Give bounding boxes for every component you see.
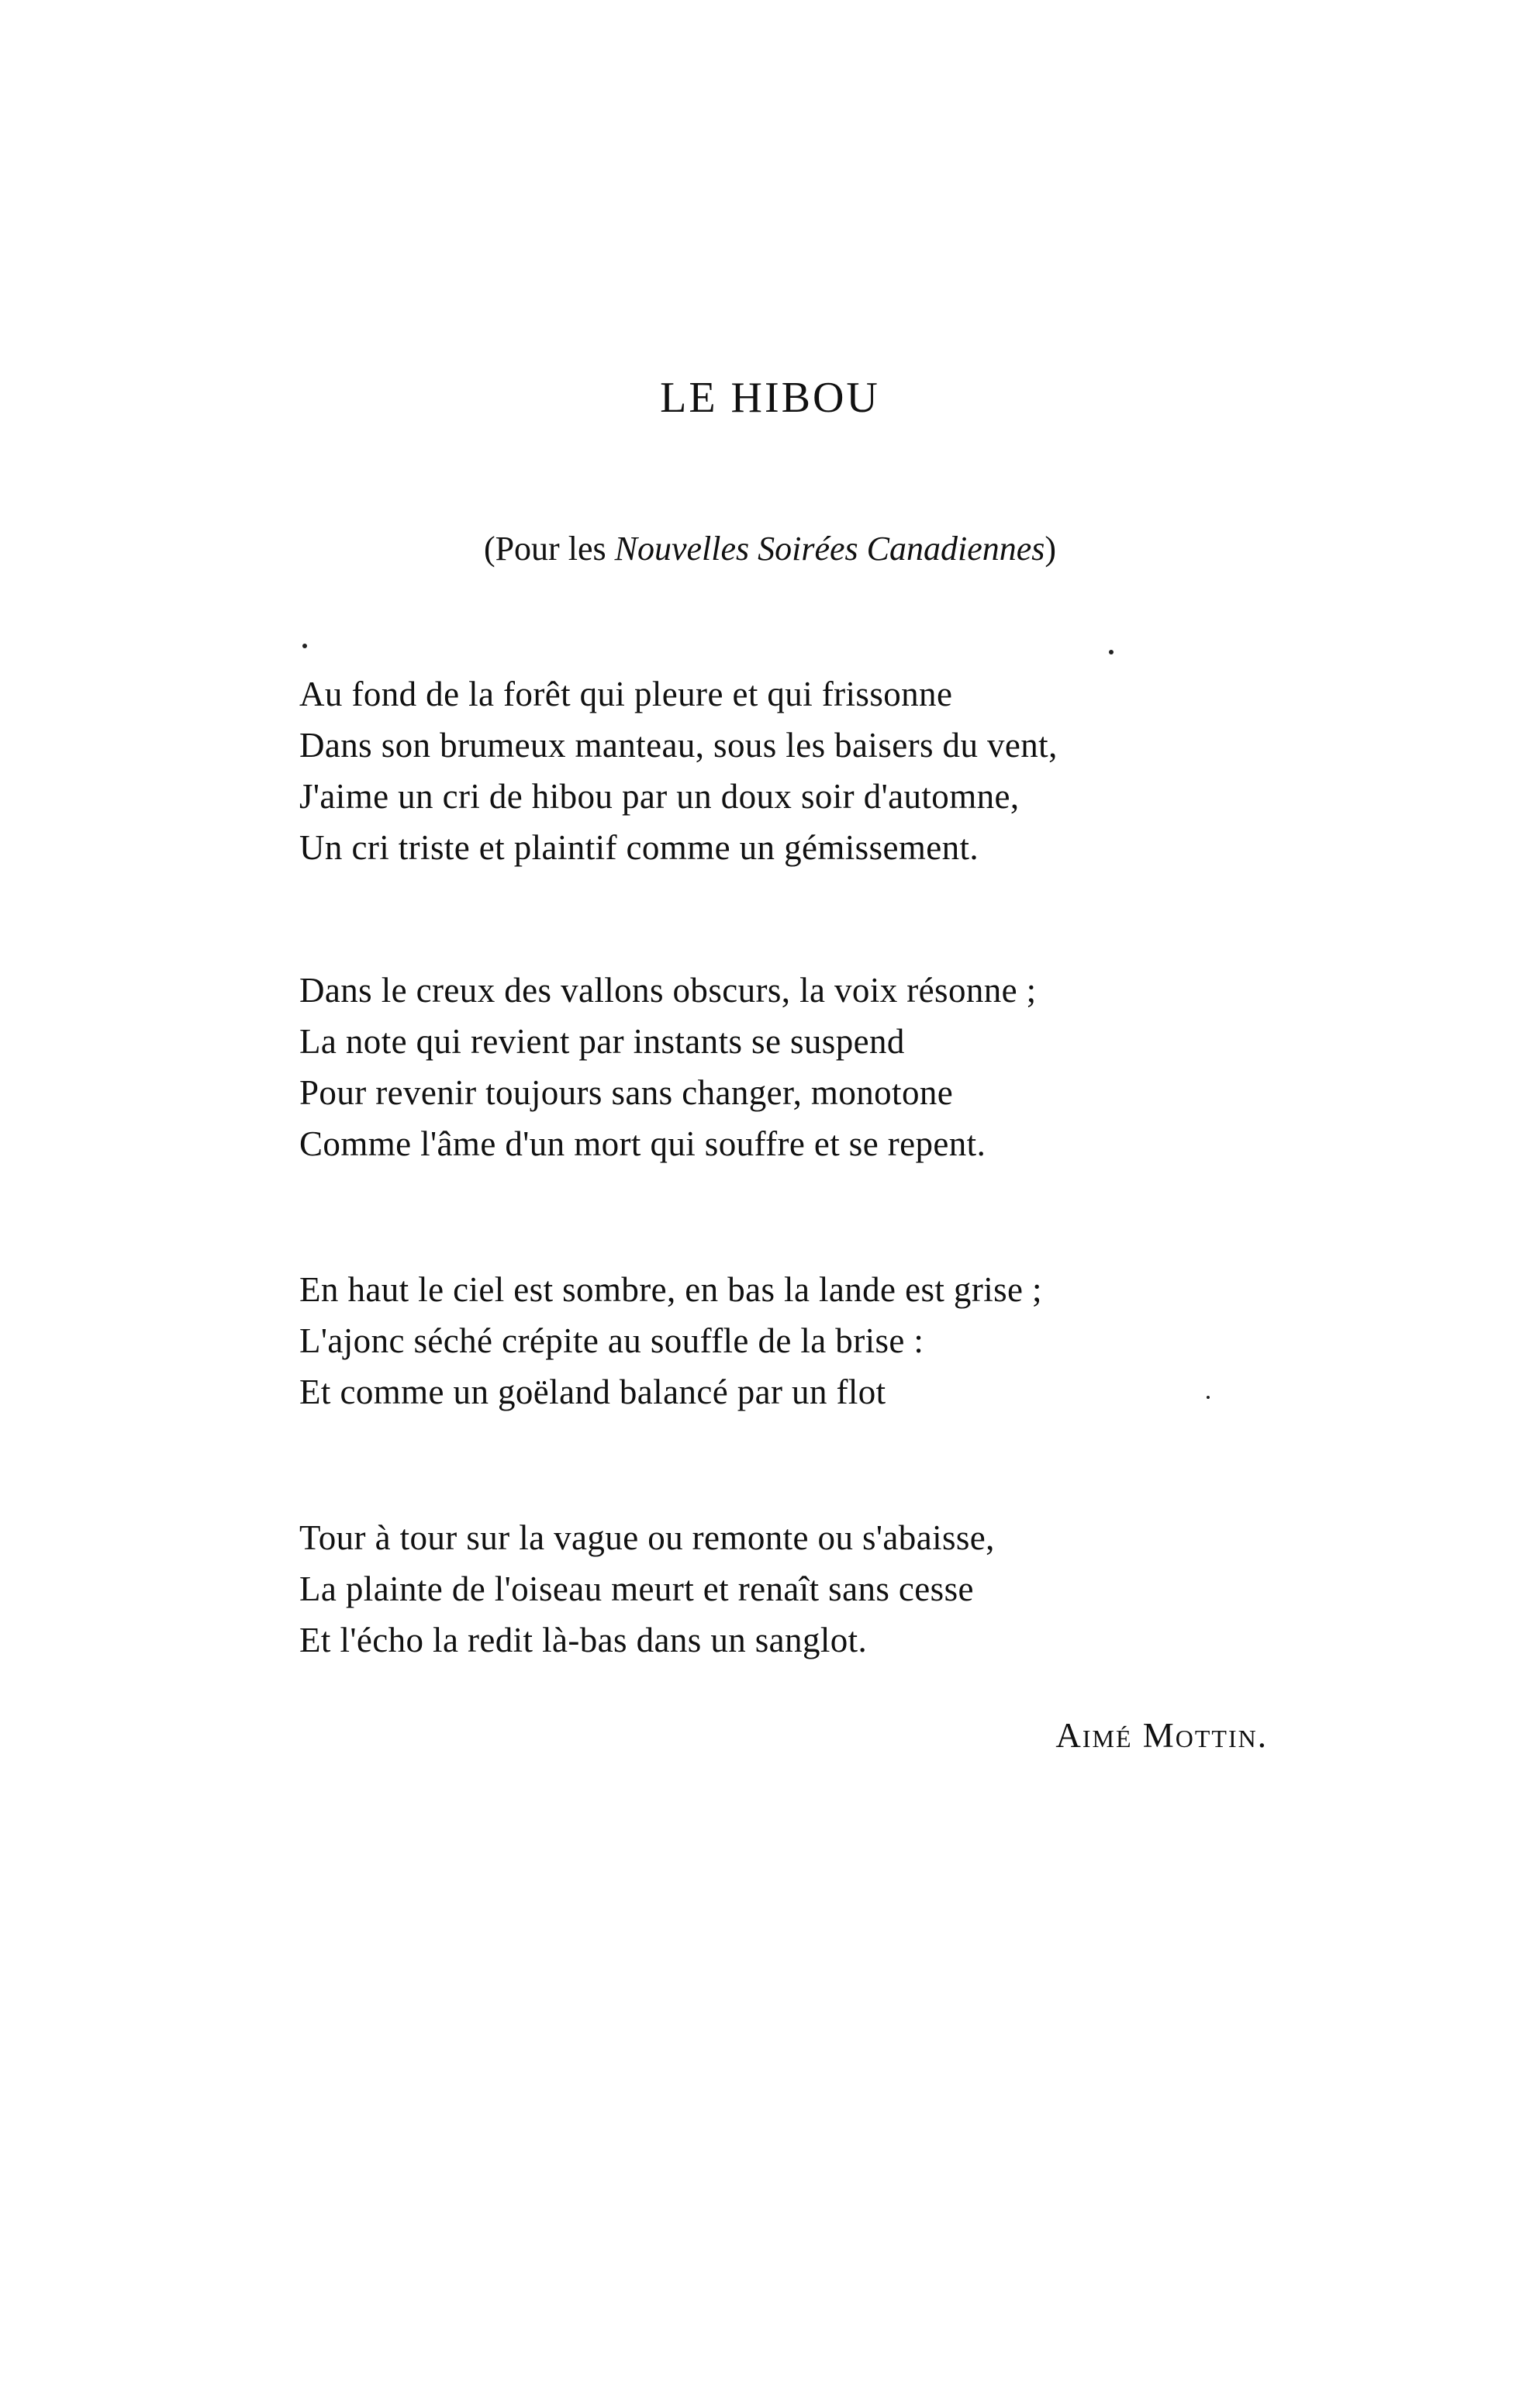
poem-title: LE HIBOU [660, 374, 880, 422]
verse-line: Dans le creux des vallons obscurs, la voix résonne ; [299, 971, 1037, 1010]
verse-line: Et comme un goëland balancé par un flot [299, 1373, 886, 1411]
stanza-4 [299, 1512, 1269, 1666]
verse-line: En haut le ciel est sombre, en bas la lande est grise ; [299, 1270, 1042, 1309]
print-speck [1109, 650, 1114, 654]
verse-line: Pour revenir toujours sans changer, monotone [299, 1073, 954, 1112]
poem-dedication [0, 527, 1540, 571]
verse-line: La plainte de l'oiseau meurt et renaît sans cesse [299, 1569, 974, 1608]
verse-line: L'ajonc séché crépite au souffle de la brise : [299, 1321, 924, 1360]
author-signature: Aimé Mottin. [1055, 1716, 1268, 1755]
verse-line: Comme l'âme d'un mort qui souffre et se repent. [299, 1124, 986, 1163]
verse-line: Au fond de la forêt qui pleure et qui frissonne [299, 675, 953, 713]
verse-line: Dans son brumeux manteau, sous les baisers du vent, [299, 726, 1058, 765]
verse-line: Un cri triste et plaintif comme un gémissement. [299, 828, 979, 867]
dedication-suffix: ) [1045, 530, 1057, 568]
verse-line: J'aime un cri de hibou par un doux soir d'automne, [299, 777, 1020, 816]
verse-line: Et l'écho la redit là-bas dans un sanglot. [299, 1621, 868, 1659]
dedication-prefix: (Pour les [483, 530, 615, 568]
verse-line: Tour à tour sur la vague ou remonte ou s'abaisse, [299, 1518, 995, 1557]
dedication-publication: Nouvelles Soirées Canadiennes [614, 530, 1045, 568]
verse-line: La note qui revient par instants se suspend [299, 1022, 905, 1061]
stanza-2 [299, 965, 1269, 1169]
stanza-3 [299, 1264, 1269, 1417]
print-speck [302, 644, 307, 648]
stanza-1 [299, 668, 1269, 873]
